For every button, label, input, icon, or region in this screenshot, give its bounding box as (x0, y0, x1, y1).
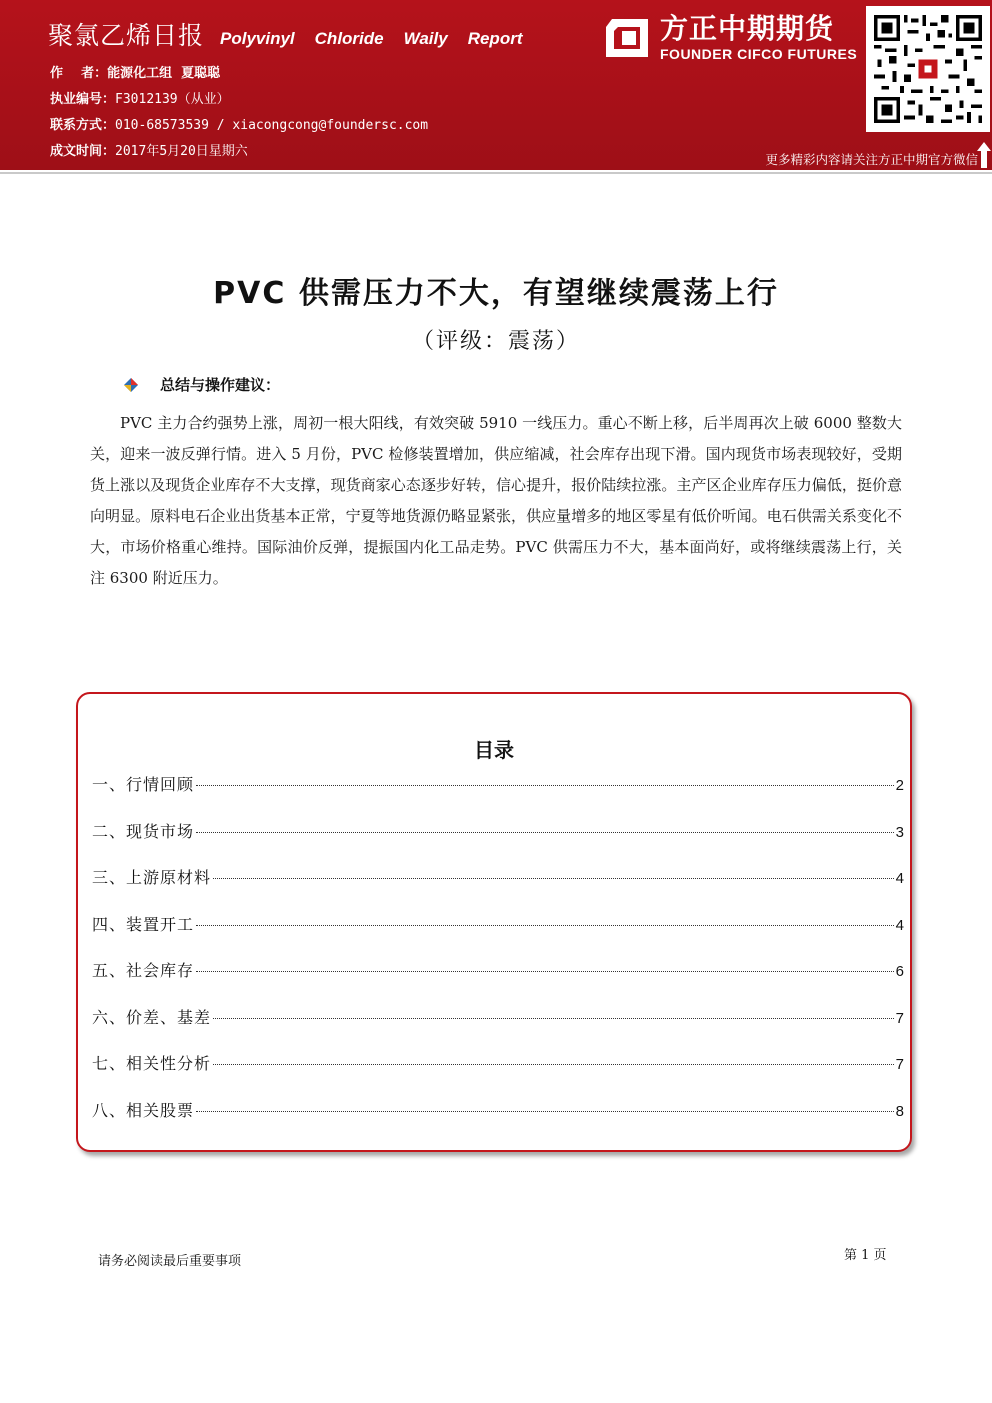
contact-value[interactable]: 010-68573539 / xiacongcong@foundersc.com (115, 118, 429, 133)
toc-item-label: 八、相关股票 (92, 1100, 195, 1120)
toc-list (92, 772, 904, 1144)
company-logo (602, 12, 862, 64)
license-value: F3012139（从业） (115, 92, 230, 107)
author-line (50, 62, 220, 81)
report-header (0, 0, 992, 170)
date-value: 2017年5月20日星期六 (115, 144, 248, 159)
contact-line (50, 114, 428, 133)
toc-item[interactable] (92, 1051, 904, 1098)
toc-item-page: 6 (895, 963, 904, 980)
license-line (50, 88, 230, 107)
toc-item[interactable] (92, 772, 904, 819)
contact-label: 联系方式： (50, 118, 116, 133)
author-value: 能源化工组 夏聪聪 (107, 66, 221, 81)
footer-disclaimer: 请务必阅读最后重要事项 (98, 1254, 242, 1269)
toc-item-page: 8 (895, 1102, 904, 1120)
summary-heading-text: 总结与操作建议： (160, 376, 281, 394)
date-label: 成文时间： (50, 144, 116, 159)
toc-item[interactable] (92, 819, 904, 866)
toc-item-page: 7 (895, 1009, 904, 1027)
toc-leader (196, 971, 894, 972)
page-number: 第 1 页 (844, 1248, 887, 1263)
logo-text (660, 14, 857, 62)
toc-leader (196, 785, 894, 786)
wechat-qr-code[interactable] (866, 6, 990, 132)
up-arrow-icon (976, 140, 992, 170)
wechat-follow-note: 更多精彩内容请关注方正中期官方微信 (765, 152, 978, 167)
report-title-en-word: Waily (403, 29, 448, 48)
toc-leader (196, 832, 894, 833)
toc-leader (196, 925, 894, 926)
document-title: PVC 供需压力不大，有望继续震荡上行 (213, 276, 779, 311)
toc-item-label: 五、社会库存 (92, 961, 195, 980)
toc-item-label: 六、价差、基差 (92, 1007, 212, 1027)
table-of-contents (76, 692, 912, 1152)
logo-name-cn: 方正中期期货 (660, 12, 835, 45)
toc-item-page: 2 (895, 777, 904, 794)
toc-leader (213, 1064, 894, 1065)
report-title-en-word: Polyvinyl (220, 29, 295, 48)
date-line (50, 140, 248, 159)
report-title-en-word: Chloride (314, 29, 384, 48)
toc-item-page: 7 (895, 1056, 904, 1073)
toc-item-page: 4 (895, 870, 904, 887)
toc-item[interactable] (92, 1005, 904, 1052)
logo-name-en: FOUNDER CIFCO FUTURES (660, 46, 858, 62)
toc-leader (213, 1018, 894, 1019)
toc-item[interactable] (92, 912, 904, 959)
diamond-bullet-icon (124, 378, 138, 392)
summary-heading (124, 374, 280, 395)
toc-leader (196, 1111, 894, 1112)
toc-title: 目录 (474, 738, 514, 762)
report-title-en (220, 29, 542, 49)
toc-item[interactable] (92, 1098, 904, 1145)
document-rating: （评级：震荡） (411, 329, 580, 354)
toc-item-label: 二、现货市场 (92, 821, 195, 841)
header-divider (0, 172, 992, 174)
report-title-en-word: Report (467, 29, 523, 48)
toc-leader (213, 878, 894, 879)
toc-item[interactable] (92, 958, 904, 1005)
license-label: 执业编号： (50, 92, 116, 107)
author-label: 作 者： (50, 66, 108, 81)
qr-code-icon (874, 14, 982, 124)
toc-item-label: 四、装置开工 (92, 914, 195, 934)
toc-item-label: 一、行情回顾 (92, 775, 195, 794)
toc-item-label: 三、上游原材料 (92, 868, 212, 887)
toc-item[interactable] (92, 865, 904, 912)
summary-paragraph: PVC 主力合约强势上涨，周初一根大阳线，有效突破 5910 一线压力。重心不断上移，后半周再次上破 6000 整数大关，迎来一波反弹行情。进入 5 月份，PVC 检修装置增加，供应缩减，社会库存出现下滑。国内现货市场表现较好，受期货上涨以及现货企业库存不大支撑，现货商家心态逐步好转，信心提升，报价陆续拉涨。主产区企业库存压力偏低，挺价意向明显。原料电石企业出货基本正常，宁夏等地货源仍略显紧张，供应量增多的地区零星有低价听闻。电石供需关系变化不大，市场价格重心维持。国际油价反弹，提振国内化工品走势。PVC 供需压力不大，基本面尚好，或将继续震荡上行，关注 6300 附近压力。 (90, 414, 902, 587)
toc-item-page: 4 (895, 916, 904, 934)
logo-mark-icon (602, 13, 652, 63)
toc-item-label: 七、相关性分析 (92, 1054, 212, 1073)
toc-item-page: 3 (895, 823, 904, 841)
report-title-cn: 聚氯乙烯日报 (48, 21, 205, 50)
report-title-bar (48, 16, 542, 52)
